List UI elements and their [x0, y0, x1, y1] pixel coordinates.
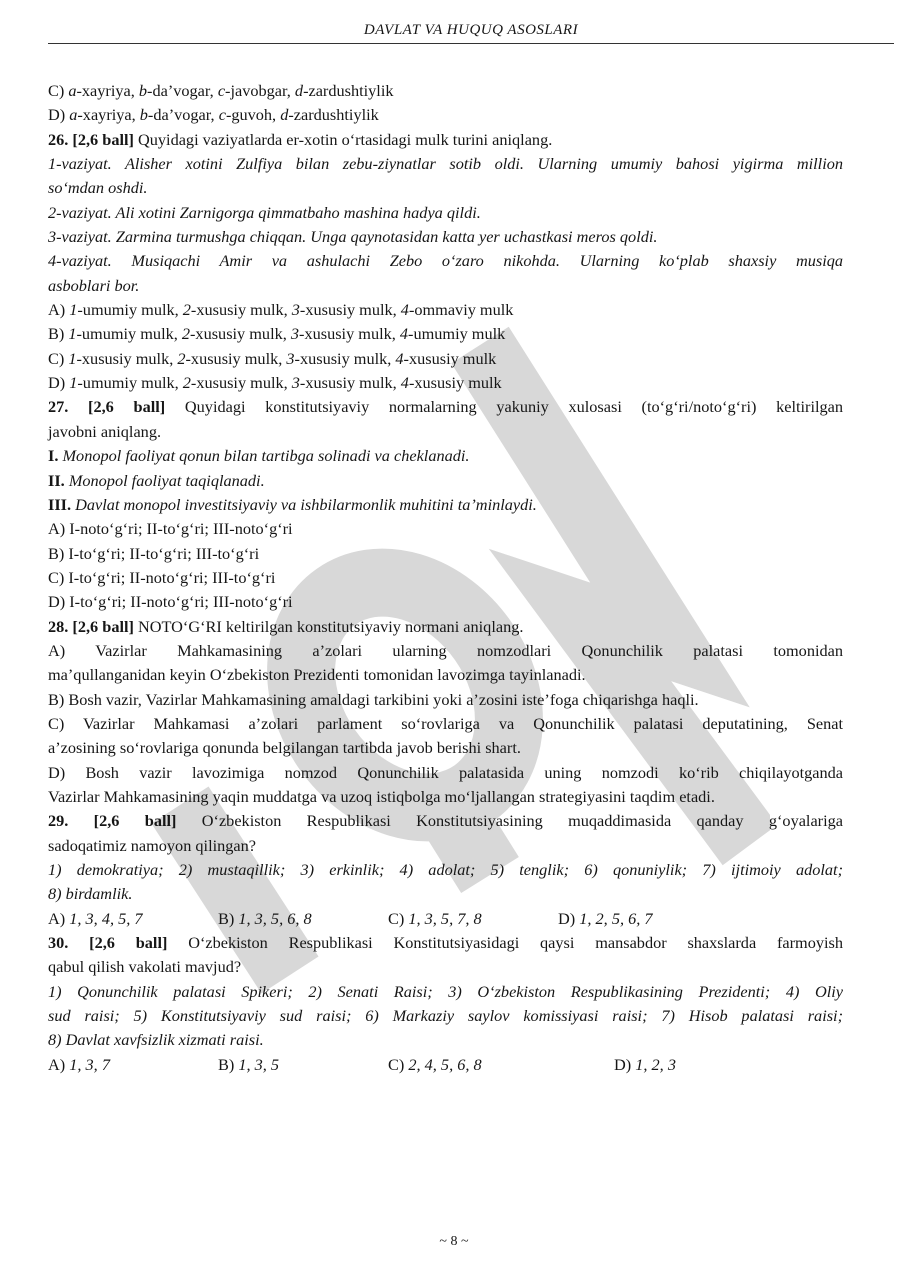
situation-2: 2-vaziyat. Ali xotini Zarnigorga qimmatbaho mashina hadya qildi.	[48, 202, 481, 222]
q30-list-cont: sud raisi; 5) Konstitutsiyaviy sud raisi; 6) Markaziy saylov komissiyasi raisi; 7) Hisob palatasi raisi;	[48, 1006, 843, 1026]
header-title: DAVLAT VA HUQUQ ASOSLARI	[363, 22, 579, 38]
situation-1-cont: so‘mdan oshdi.	[48, 178, 148, 198]
q29-list-cont: 8) birdamlik.	[48, 884, 133, 904]
question-30-cont: qabul qilish vakolati mavjud?	[48, 957, 242, 977]
page-header	[48, 22, 894, 44]
question-number: 27. [2,6 ball]	[48, 397, 166, 417]
q29-option-c: C) 1, 3, 5, 7, 8	[388, 908, 482, 928]
q28-option-d-cont: Vazirlar Mahkamasining yaqin muddatga va uzoq istiqbolga mo‘ljallangan strategiyasini taqdim etadi.	[48, 786, 715, 806]
page-content	[48, 79, 843, 1077]
page-number: ~ 8 ~	[439, 1234, 469, 1249]
question-number: 30. [2,6 ball]	[48, 933, 168, 953]
q30-option-c: C) 2, 4, 5, 6, 8	[388, 1054, 482, 1074]
q28-option-a-cont: ma’qullanganidan keyin O‘zbekiston Prezidenti tomonidan lavozimga tayinlanadi.	[48, 665, 586, 685]
q29-option-d: D) 1, 2, 5, 6, 7	[558, 908, 653, 928]
q27-option-d: D) I-to‘g‘ri; II-noto‘g‘ri; III-noto‘g‘ri	[48, 592, 293, 612]
q26-option-b: B) 1-umumiy mulk, 2-xususiy mulk, 3-xususiy mulk, 4-umumiy mulk	[48, 324, 506, 344]
question-number: 28. [2,6 ball]	[48, 616, 134, 636]
q30-option-d: D) 1, 2, 3	[614, 1054, 676, 1074]
q29-option-b: B) 1, 3, 5, 6, 8	[218, 908, 312, 928]
q30-list: 1) Qonunchilik palatasi Spikeri; 2) Senati Raisi; 3) O‘zbekiston Respublikasining Prezidenti; 4) Oliy	[48, 981, 843, 1001]
q30-option-b: B) 1, 3, 5	[218, 1054, 280, 1074]
q26-option-a: A) 1-umumiy mulk, 2-xususiy mulk, 3-xususiy mulk, 4-ommaviy mulk	[48, 300, 514, 320]
q25-option-d: D) a-xayriya, b-da’vogar, c-guvoh, d-zardushtiylik	[48, 105, 379, 125]
norm-2: II. Monopol faoliyat taqiqlanadi.	[48, 470, 265, 490]
question-29-cont: sadoqatimiz namoyon qilingan?	[48, 835, 256, 855]
question-27: 27. [2,6 ball] Quyidagi konstitutsiyaviy normalarning yakuniy xulosasi (to‘g‘ri/noto‘g‘ri) keltirilgan	[48, 397, 844, 417]
q29-option-a: A) 1, 3, 4, 5, 7	[48, 908, 143, 928]
q27-option-c: C) I-to‘g‘ri; II-noto‘g‘ri; III-to‘g‘ri	[48, 567, 276, 587]
norm-1: I. Monopol faoliyat qonun bilan tartibga solinadi va cheklanadi.	[48, 446, 470, 466]
q27-option-a: A) I-noto‘g‘ri; II-to‘g‘ri; III-noto‘g‘ri	[48, 519, 293, 539]
situation-1: 1-vaziyat. Alisher xotini Zulfiya bilan zebu-ziynatlar sotib oldi. Ularning umumiy bahosi yigirma million	[48, 154, 843, 174]
q28-option-b: B) Bosh vazir, Vazirlar Mahkamasining amaldagi tarkibini yoki a’zosini iste’foga chiqarishga haqli.	[48, 689, 699, 709]
question-30: 30. [2,6 ball] O‘zbekiston Respublikasi Konstitutsiyasidagi qaysi mansabdor shaxslarda farmoyish	[48, 933, 843, 953]
question-29: 29. [2,6 ball] O‘zbekiston Respublikasi Konstitutsiyasining muqaddimasida qanday g‘oyalariga	[48, 811, 843, 831]
question-27-cont: javobni aniqlang.	[48, 421, 162, 441]
question-26: 26. [2,6 ball] Quyidagi vaziyatlarda er-xotin o‘rtasidagi mulk turini aniqlang.	[48, 129, 553, 149]
q30-list-end: 8) Davlat xavfsizlik xizmati raisi.	[48, 1030, 264, 1050]
q28-option-d: D) Bosh vazir lavozimiga nomzod Qonunchilik palatasida uning nomzodi ko‘rib chiqilayotganda	[48, 762, 843, 782]
situation-4: 4-vaziyat. Musiqachi Amir va ashulachi Zebo o‘zaro nikohda. Ularning ko‘plab shaxsiy musiqa	[48, 251, 843, 271]
q25-option-c: C) a-xayriya, b-da’vogar, c-javobgar, d-zardushtiylik	[48, 81, 394, 100]
situation-3: 3-vaziyat. Zarmina turmushga chiqqan. Unga qaynotasidan katta yer uchastkasi meros qoldi.	[48, 227, 658, 247]
question-number: 26. [2,6 ball]	[48, 129, 134, 149]
question-number: 29. [2,6 ball]	[48, 811, 177, 831]
q28-option-a: A) Vazirlar Mahkamasining a’zolari ularning nomzodlari Qonunchilik palatasi tomonidan	[48, 640, 843, 660]
q29-options	[48, 907, 843, 931]
q29-list: 1) demokratiya; 2) mustaqillik; 3) erkinlik; 4) adolat; 5) tenglik; 6) qonuniylik; 7) ijtimoiy adolat;	[48, 860, 843, 879]
situation-4-cont: asboblari bor.	[48, 275, 140, 295]
q26-option-d: D) 1-umumiy mulk, 2-xususiy mulk, 3-xususiy mulk, 4-xususiy mulk	[48, 373, 502, 393]
q27-option-b: B) I-to‘g‘ri; II-to‘g‘ri; III-to‘g‘ri	[48, 543, 260, 563]
question-28: 28. [2,6 ball] NOTO‘G‘RI keltirilgan konstitutsiyaviy normani aniqlang.	[48, 616, 524, 636]
norm-3: III. Davlat monopol investitsiyaviy va ishbilarmonlik muhitini ta’minlaydi.	[48, 494, 537, 514]
q28-option-c: C) Vazirlar Mahkamasi a’zolari parlament so‘rovlariga va Qonunchilik palatasi deputatining, Senat	[48, 713, 843, 733]
q28-option-c-cont: a’zosining so‘rovlariga qonunda belgilangan tartibda javob berishi shart.	[48, 738, 521, 758]
q30-option-a: A) 1, 3, 7	[48, 1054, 110, 1074]
q26-option-c: C) 1-xususiy mulk, 2-xususiy mulk, 3-xususiy mulk, 4-xususiy mulk	[48, 348, 497, 368]
q30-options	[48, 1053, 843, 1077]
